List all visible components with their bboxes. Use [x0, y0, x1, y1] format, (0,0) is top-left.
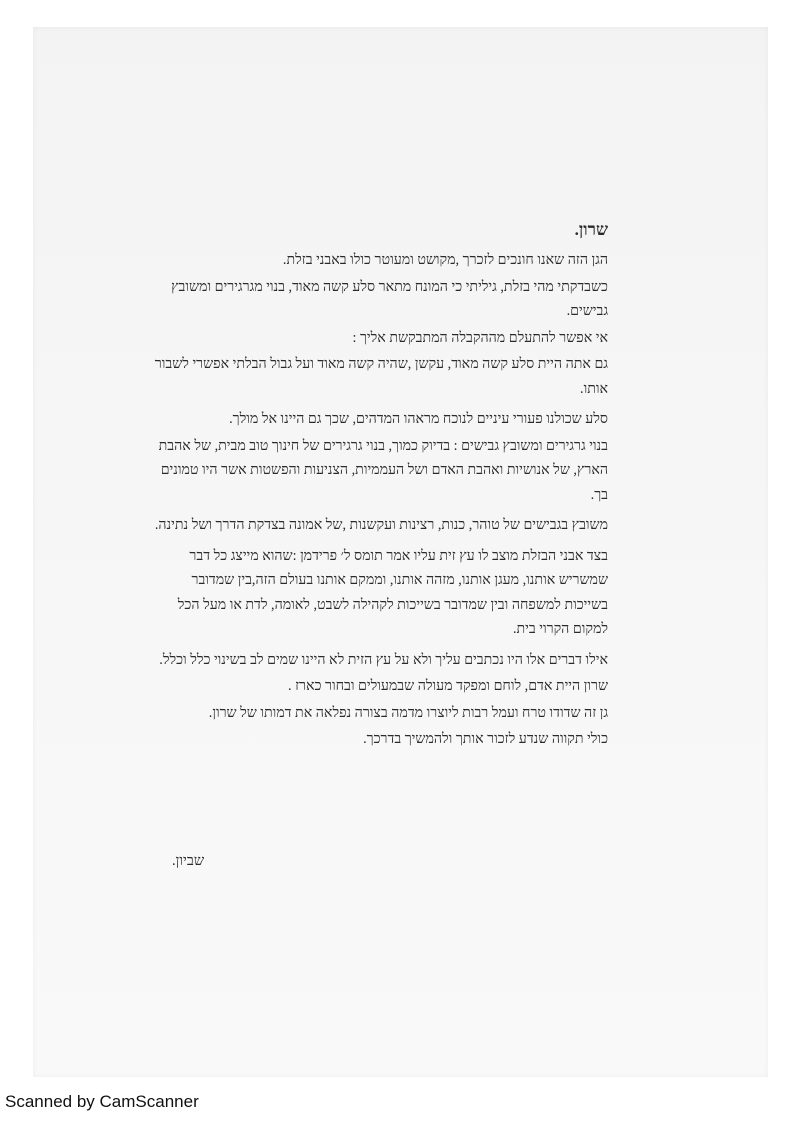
paragraph: גם אתה היית סלע קשה מאוד, עקשן ,שהיה קשה מאוד ועל גבול הבלתי אפשרי לשבור אותו.	[154, 356, 608, 397]
paragraph: בנוי גרגירים ומשובץ גבישים : בדיוק כמוך, בנוי גרגירים של חינוך טוב מבית, של אהבת הארץ, של אנושיות ואהבת האדם ושל העממיות, הצניעות והפשטות אשר היו טמונים בך.	[158, 437, 608, 503]
paragraph: כולי תקווה שנדע לזכור אותך ולהמשיך בדרכך.	[363, 731, 608, 747]
paragraph: גן זה שדודו טרח ועמל רבות ליוצרו מדמה בצורה נפלאה את דמותו של שרון.	[208, 704, 608, 721]
paragraph: הגן הזה שאנו חונכים לזכרך ,מקושט ומעוטר כולו באבני בזלת.	[282, 252, 608, 268]
signature: שביון.	[172, 853, 205, 869]
camscanner-watermark: Scanned by CamScanner	[5, 1092, 199, 1111]
paragraph: סלע שכולנו פעורי עיניים לנוכח מראהו המדהים, שכך גם היינו אל מולך.	[229, 411, 608, 427]
paragraph: כשבדקתי מהי בזלת, גיליתי כי המונח מתאר סלע קשה מאוד, בנוי מגרגירים ומשובץ גבישים.	[171, 278, 608, 319]
letter-title: שרון.	[574, 220, 608, 239]
letter-body	[148, 218, 608, 754]
paragraph: בצד אבני הבזלת מוצב לו עץ זית עליו אמר תומס ל׳ פרידמן :שהוא מייצג כל דבר שמשריש אותנו, מעגן אותנו, מזהה אותנו, וממקם אותנו בעולם הזה,בין שמדובר בשייכות למשפחה ובין שמדובר בשייכות לקהילה לשבט, לאומה, לדת או מעל הכל למקום הקרוי בית.	[177, 547, 608, 637]
paragraph: אי אפשר להתעלם מההקבלה המתבקשת אליך :	[352, 329, 608, 346]
paragraph: שרון היית אדם, לוחם ומפקד מעולה שבמעולים ובחור כארז .	[288, 678, 608, 694]
paragraph: אילו דברים אלו היו נכתבים עליך ולא על עץ הזית לא היינו שמים לב בשינוי כלל וכלל.	[159, 651, 608, 668]
scanned-page	[33, 27, 768, 1077]
paragraph: משובץ בגבישים של טוהר, כנות, רצינות ועקשנות ,של אמונה בצדקת הדרך ושל נתינה.	[154, 517, 608, 533]
